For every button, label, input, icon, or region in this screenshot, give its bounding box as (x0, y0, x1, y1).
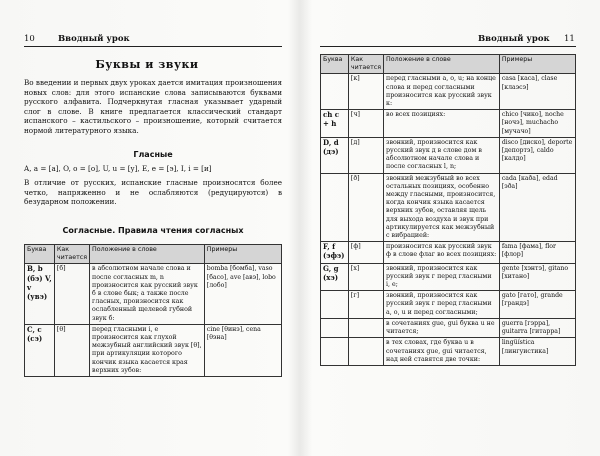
position-cell: перед гласными i, e произносится как глухой межзубный английский звук [θ], при артикуляции которого кончик языка касается края верхних зубов: (90, 324, 205, 376)
letter-cell (321, 291, 349, 319)
vowels-line: A, a = [a], O, o = [o], U, u = [y], E, e = [э], I, i = [и] (24, 164, 212, 173)
examples-cell: disco [диско], deporte [депортэ], caldo [калдо] (499, 137, 575, 173)
left-page-number: 10 (24, 34, 35, 44)
vowels-heading: Гласные (133, 150, 173, 159)
letter-cell (321, 318, 349, 337)
right-page-number: 11 (564, 34, 575, 44)
header-rule (24, 46, 282, 47)
sound-cell: [ð] (348, 173, 383, 242)
position-cell: перед гласными a, o, u; на конце слова и перед согласными произносится как русский звук к: (384, 74, 500, 110)
sound-cell: [θ] (54, 324, 89, 376)
position-cell: в абсолютном начале слова и после согласных m, n произносится как русский звук б в слове бык; а также после гласных, произносится как ослабленный щелевой губной звук б: (90, 264, 205, 324)
letter-cell (321, 338, 349, 366)
table-row (321, 74, 576, 110)
letter-cell: G, g (хэ) (321, 263, 349, 291)
table-row (321, 173, 576, 242)
table-row (321, 318, 576, 337)
position-cell: во всех позициях: (384, 110, 500, 138)
consonants-table-left (24, 244, 282, 377)
sound-cell (348, 318, 383, 337)
position-cell: звонкий, произносится как русский звук г перед гласными a, o, u и перед согласными; (384, 291, 500, 319)
letter-cell (321, 173, 349, 242)
letter-cell (321, 74, 349, 110)
position-cell: звонкий межзубный во всех остальных позициях, особенно между гласными, произносится, когда кончик языка касается верхних зубов, оставляя щель для выхода воздуха и звук при артикулируется как межзубный с вибрацией: (384, 173, 500, 242)
examples-cell: cine [θинэ], cena [θэна] (204, 324, 281, 376)
col-header-position: Положение в слове (90, 245, 205, 264)
table-row (25, 264, 282, 324)
left-running-title: Вводный урок (58, 34, 130, 44)
left-page (0, 0, 294, 456)
sound-cell: [х] (348, 263, 383, 291)
sound-cell: [г] (348, 291, 383, 319)
table-row (321, 110, 576, 138)
examples-cell: cada [каða], edad [эðа] (499, 173, 575, 242)
position-cell: в тех словах, где буква u в сочетаниях gue, gui читается, над ней ставятся две точки: (384, 338, 500, 366)
right-running-title: Вводный урок (478, 34, 550, 44)
right-page (306, 0, 600, 456)
letter-cell: C, c (сэ) (25, 324, 55, 376)
examples-cell: guerra [гэрра], guitarra [гитарра] (499, 318, 575, 337)
letter-cell: D, d (дэ) (321, 137, 349, 173)
position-cell: звонкий, произносится как русский звук г перед гласными i, e; (384, 263, 500, 291)
sound-cell: [ч] (348, 110, 383, 138)
col-header-examples: Примеры (499, 55, 575, 74)
col-header-sound: Как читается (54, 245, 89, 264)
table-row (321, 242, 576, 263)
examples-cell: bomba [бомба], vaso [басо], ave [авэ], lobo [лобо] (204, 264, 281, 324)
table-row (321, 263, 576, 291)
letter-cell: ch c + h (321, 110, 349, 138)
consonants-table-right (320, 54, 576, 366)
header-rule (320, 46, 576, 47)
examples-cell: lingüística [лингуистика] (499, 338, 575, 366)
table-row (321, 291, 576, 319)
examples-cell: chico [чико], noche [ночэ], muchacho [мучачо] (499, 110, 575, 138)
examples-cell: fama [фама], flor [флор] (499, 242, 575, 263)
col-header-letter: Буква (25, 245, 55, 264)
consonants-heading: Согласные. Правила чтения согласных (62, 226, 244, 235)
examples-cell: gente [хэнтэ], gitano [хитано] (499, 263, 575, 291)
examples-cell: gato [гато], grande [грандэ] (499, 291, 575, 319)
table-row (321, 137, 576, 173)
section-heading: Буквы и звуки (95, 58, 199, 71)
examples-cell: casa [каса], clase [клаэсэ] (499, 74, 575, 110)
sound-cell: [к] (348, 74, 383, 110)
sound-cell (348, 338, 383, 366)
position-cell: в сочетаниях gue, gui буква u не читается; (384, 318, 500, 337)
col-header-examples: Примеры (204, 245, 281, 264)
letter-cell: F, f (эфэ) (321, 242, 349, 263)
position-cell: звонкий, произносится как русский звук д в слове дом в абсолютном начале слова и после согласных l, n; (384, 137, 500, 173)
intro-paragraph: Во введении и первых двух уроках дается имитация произношения новых слов: для этого испанские слова записываются буквами русского алфавита. Подчеркнутая гласная указывает ударный слог в слове. В книге предлагается классический стандарт испанского – кастильского – произношение, который считается нормой литературного языка. (24, 78, 282, 135)
table-row (321, 338, 576, 366)
col-header-sound: Как читается (348, 55, 383, 74)
sound-cell: [д] (348, 137, 383, 173)
col-header-letter: Буква (321, 55, 349, 74)
table-row (25, 324, 282, 376)
col-header-position: Положение в слове (384, 55, 500, 74)
letter-cell: B, b (бэ) V, v (увэ) (25, 264, 55, 324)
position-cell: произносится как русский звук ф в слове флаг во всех позициях: (384, 242, 500, 263)
sound-cell: [б] (54, 264, 89, 324)
sound-cell: [ф] (348, 242, 383, 263)
vowels-paragraph: В отличие от русских, испанские гласные произносятся более четко, напряженно и не ослабляются (редуцируются) в безударном положении. (24, 178, 282, 207)
